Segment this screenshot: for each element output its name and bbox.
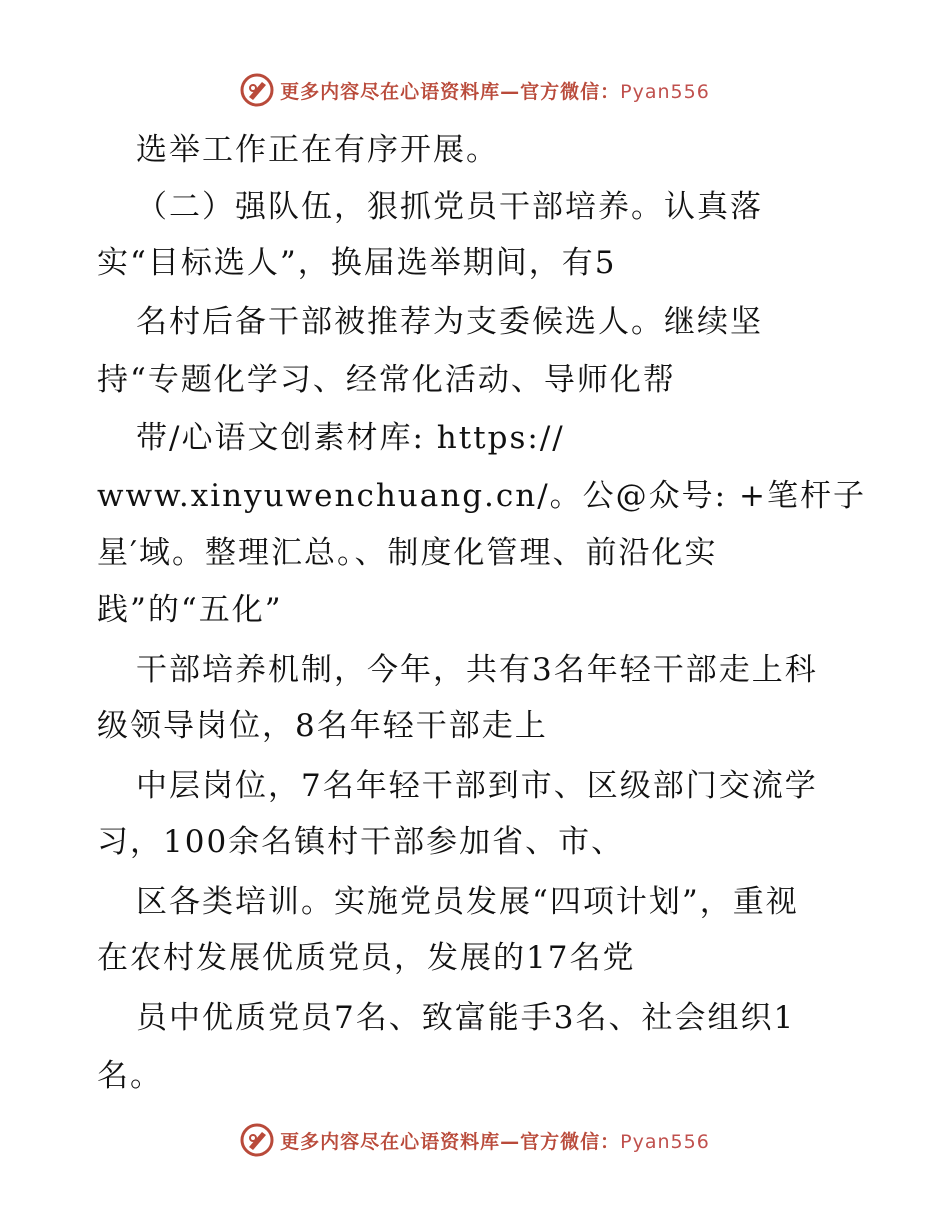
brand-logo-icon xyxy=(240,1123,274,1157)
body-line: 中层岗位，7名年轻干部到市、区级部门交流学 xyxy=(136,768,818,804)
footer-watermark-text: 更多内容尽在心语资料库—官方微信：Pyan556 xyxy=(280,1130,710,1153)
body-line: 名。 xyxy=(97,1058,163,1094)
body-line: 选举工作正在有序开展。 xyxy=(136,132,499,168)
body-line: 星′域。整理汇总。、制度化管理、前沿化实 xyxy=(97,535,718,571)
body-line: 实“目标选人”，换届选举期间，有5 xyxy=(97,245,617,281)
body-line: 在农村发展优质党员，发展的17名党 xyxy=(97,940,636,976)
body-line: 带/心语文创素材库: https:// xyxy=(136,420,565,456)
header-watermark xyxy=(240,73,710,107)
body-line: 名村后备干部被推荐为支委候选人。继续坚 xyxy=(136,304,763,340)
body-line: 习，100余名镇村干部参加省、市、 xyxy=(97,824,625,860)
body-line: 干部培养机制，今年，共有3名年轻干部走上科 xyxy=(136,652,818,688)
body-line: 级领导岗位，8名年轻干部走上 xyxy=(97,708,548,744)
body-line: 员中优质党员7名、致富能手3名、社会组织1 xyxy=(136,1000,796,1036)
brand-logo-icon xyxy=(240,73,274,107)
footer-account-name: Pyan556 xyxy=(620,1130,710,1153)
footer-watermark xyxy=(240,1123,710,1157)
body-line: 区各类培训。实施党员发展“四项计划”，重视 xyxy=(136,884,799,920)
body-line: 践”的“五化” xyxy=(97,592,283,628)
header-watermark-text: 更多内容尽在心语资料库—官方微信：Pyan556 xyxy=(280,80,710,103)
header-account-name: Pyan556 xyxy=(620,80,710,103)
body-line: （二）强队伍，狠抓党员干部培养。认真落 xyxy=(136,189,763,225)
body-line: www.xinyuwenchuang.cn/。公@众号: +笔杆子 xyxy=(97,478,866,514)
footer-watermark-banner xyxy=(0,1120,950,1160)
body-line: 持“专题化学习、经常化活动、导师化帮 xyxy=(97,362,676,398)
header-watermark-banner xyxy=(0,70,950,110)
